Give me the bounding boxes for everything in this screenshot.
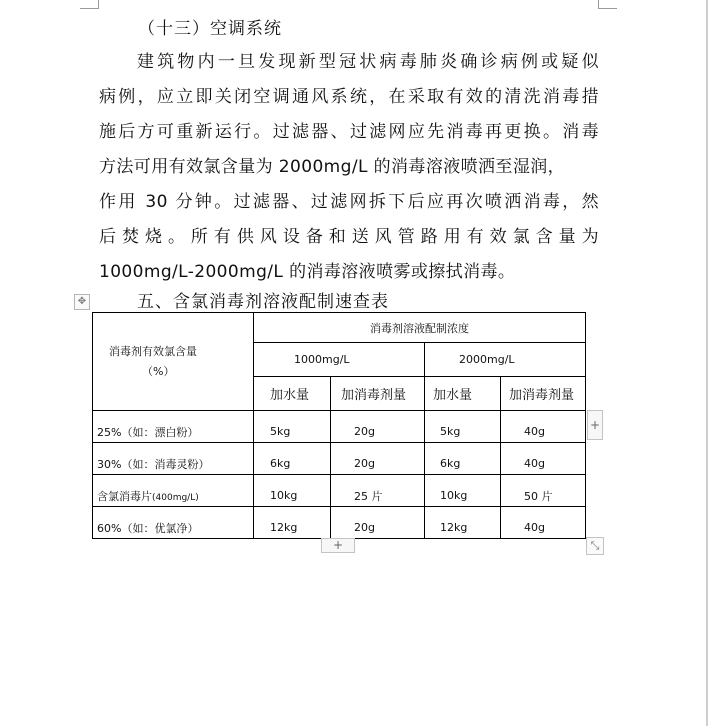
value-cell[interactable]: 20g bbox=[331, 443, 425, 475]
value-cell[interactable]: 12kg bbox=[254, 507, 331, 539]
row-label-note: (400mg/L) bbox=[152, 492, 199, 503]
value-cell[interactable]: 5kg bbox=[254, 411, 331, 443]
row-label-cell[interactable] bbox=[93, 507, 254, 539]
value-cell[interactable]: 40g bbox=[501, 411, 586, 443]
add-row-button[interactable]: + bbox=[321, 538, 355, 553]
add-column-button[interactable]: + bbox=[587, 410, 603, 440]
body-paragraph bbox=[99, 45, 599, 290]
dilution-table bbox=[92, 312, 586, 539]
concentration-header-1000[interactable]: 1000mg/L bbox=[254, 343, 425, 377]
paragraph-line: 方法可用有效氯含量为 2000mg/L 的消毒溶液喷洒至湿润， bbox=[99, 157, 566, 177]
table-title: 五、含氯消毒剂溶液配制速查表 bbox=[137, 292, 389, 312]
row-label: 30%（如：消毒灵粉） bbox=[97, 457, 210, 471]
value-cell[interactable]: 40g bbox=[501, 507, 586, 539]
value-cell[interactable]: 25 片 bbox=[331, 475, 425, 507]
table-header-row bbox=[93, 313, 586, 343]
sub-header-water[interactable]: 加水量 bbox=[254, 377, 331, 411]
sub-header-water[interactable]: 加水量 bbox=[425, 377, 501, 411]
row-label-cell[interactable] bbox=[93, 411, 254, 443]
value-cell[interactable]: 50 片 bbox=[501, 475, 586, 507]
row-label: 25%（如：漂白粉） bbox=[97, 425, 199, 439]
row-header-line2: （%） bbox=[142, 364, 175, 378]
row-header-cell[interactable] bbox=[93, 313, 254, 411]
paragraph-line: 施后方可重新运行。过滤器、过滤网应先消毒再更换。消毒 bbox=[99, 122, 599, 142]
table-row bbox=[93, 411, 586, 443]
group-header-cell[interactable]: 消毒剂溶液配制浓度 bbox=[254, 313, 586, 343]
concentration-header-2000[interactable]: 2000mg/L bbox=[425, 343, 586, 377]
table-move-handle-icon[interactable]: ✥ bbox=[74, 294, 90, 310]
paragraph-line: 作用 30 分钟。过滤器、过滤网拆下后应再次喷洒消毒，然 bbox=[99, 192, 599, 212]
value-cell[interactable]: 10kg bbox=[425, 475, 501, 507]
value-cell[interactable]: 5kg bbox=[425, 411, 501, 443]
page-corner-mark-left-h bbox=[80, 8, 99, 9]
value-cell[interactable]: 20g bbox=[331, 411, 425, 443]
paragraph-line: 建筑物内一旦发现新型冠状病毒肺炎确诊病例或疑似 bbox=[137, 52, 599, 72]
row-label-cell[interactable] bbox=[93, 475, 254, 507]
row-label: 含氯消毒片 bbox=[97, 489, 152, 503]
sub-header-disinfectant[interactable]: 加消毒剂量 bbox=[501, 377, 586, 411]
paragraph-line: 后焚烧。所有供风设备和送风管路用有效氯含量为 bbox=[99, 227, 599, 247]
value-cell[interactable]: 10kg bbox=[254, 475, 331, 507]
sub-header-disinfectant[interactable]: 加消毒剂量 bbox=[331, 377, 425, 411]
paragraph-line: 1000mg/L-2000mg/L 的消毒溶液喷雾或擦拭消毒。 bbox=[99, 262, 516, 282]
row-header-line1: 消毒剂有效氯含量 bbox=[109, 344, 197, 358]
value-cell[interactable]: 40g bbox=[501, 443, 586, 475]
table-row bbox=[93, 475, 586, 507]
section-heading: （十三）空调系统 bbox=[138, 19, 282, 39]
page-corner-mark-right-h bbox=[598, 8, 617, 9]
value-cell[interactable]: 6kg bbox=[254, 443, 331, 475]
value-cell[interactable]: 20g bbox=[331, 507, 425, 539]
table-row bbox=[93, 507, 586, 539]
value-cell[interactable]: 6kg bbox=[425, 443, 501, 475]
value-cell[interactable]: 12kg bbox=[425, 507, 501, 539]
table-row bbox=[93, 443, 586, 475]
row-label-cell[interactable] bbox=[93, 443, 254, 475]
paragraph-line: 病例，应立即关闭空调通风系统，在采取有效的清洗消毒措 bbox=[99, 87, 599, 107]
table-resize-handle-icon[interactable]: ⤡ bbox=[586, 537, 604, 555]
row-label: 60%（如：优氯净） bbox=[97, 521, 199, 535]
